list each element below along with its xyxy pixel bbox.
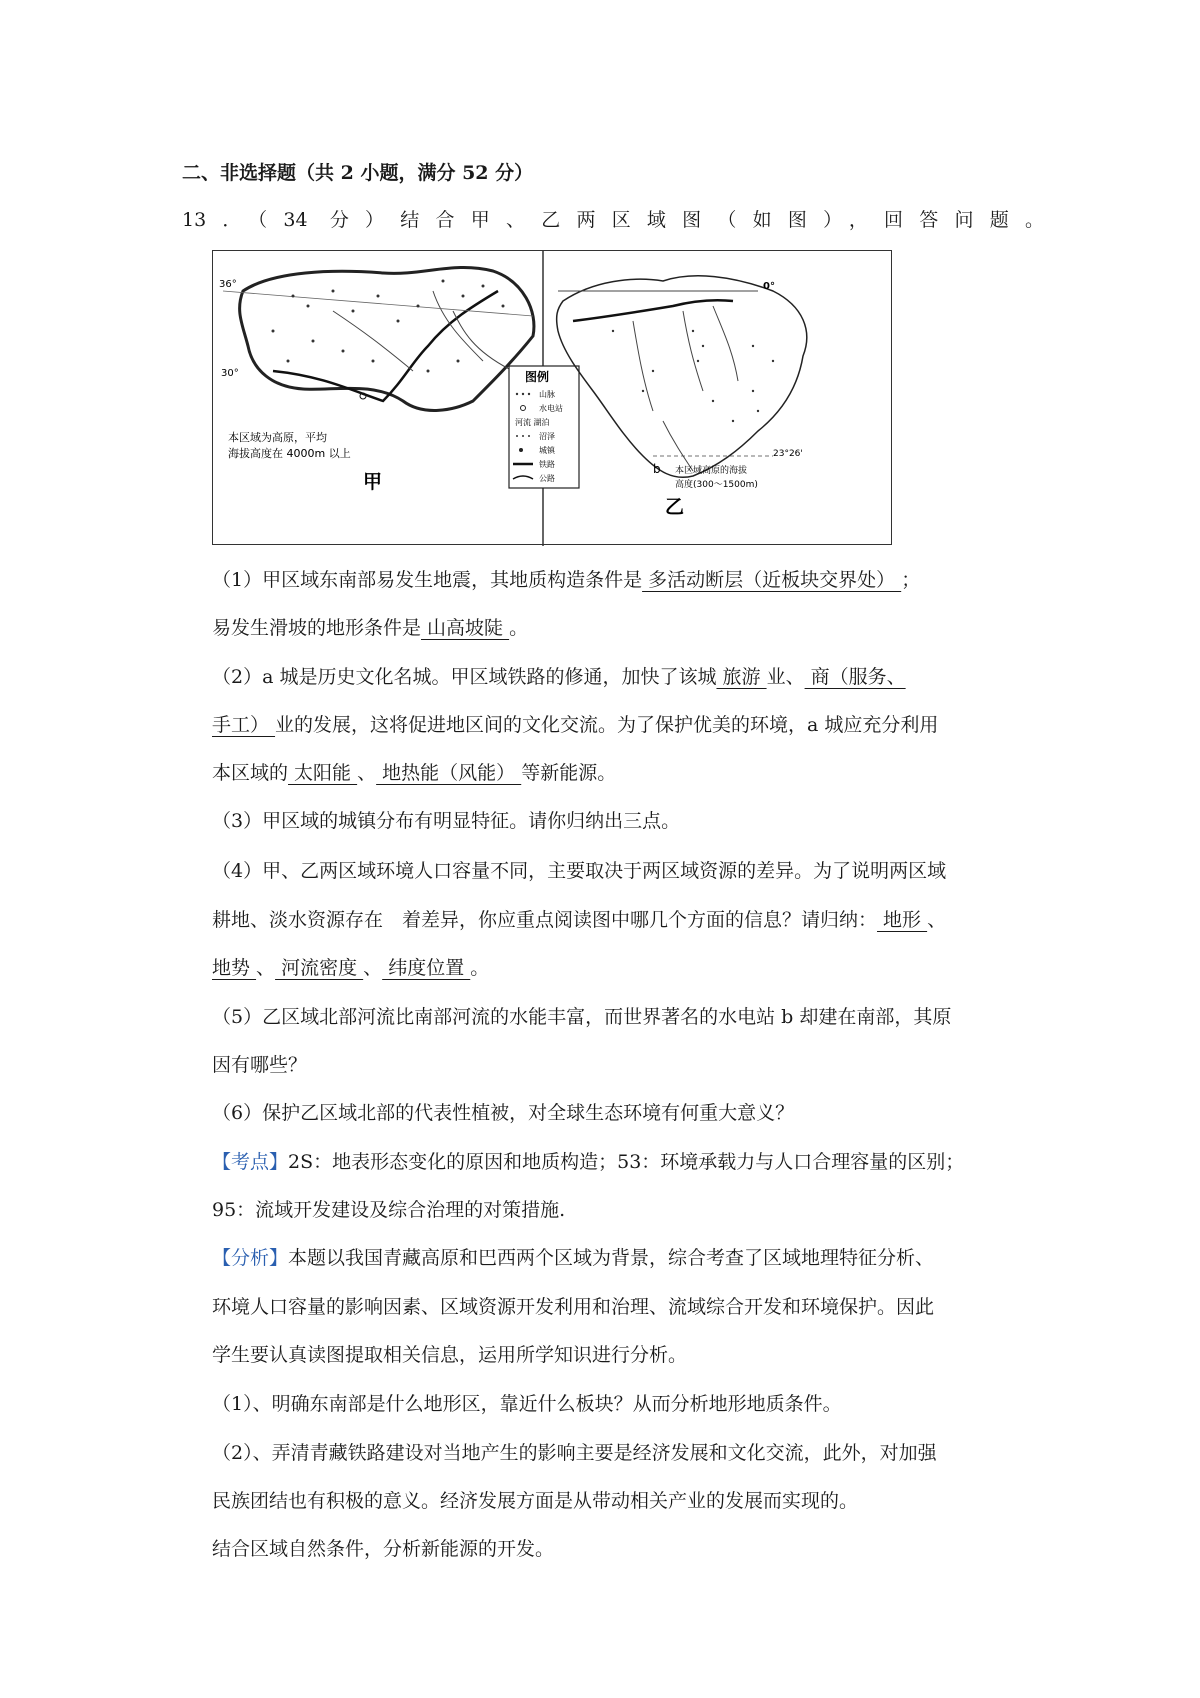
fenxi-line3: 学生要认真读图提取相关信息，运用所学知识进行分析。: [212, 1344, 688, 1366]
rivers-right: [633, 306, 738, 471]
question-1-line2: [212, 613, 528, 640]
question-1-line1: [212, 565, 920, 592]
marsh-dots-right: [612, 330, 774, 422]
analysis-3: 结合区域自然条件，分析新能源的开发。: [212, 1538, 555, 1560]
q2-answer-2: 商（服务、: [804, 666, 906, 688]
legend-item: 沼泽: [539, 432, 555, 441]
q1-text-c: 易发生滑坡的地形条件是: [212, 617, 422, 639]
right-note-line1: 本区域高原的海拔: [675, 466, 748, 476]
analysis-2-line2: 民族团结也有积极的意义。经济发展方面是从带动相关产业的发展而实现的。: [212, 1490, 859, 1512]
question-2-line2: [212, 710, 938, 737]
section-title: 二、非选择题（共 2 小题，满分 52 分）: [182, 162, 534, 184]
q2-text-b: 业、: [766, 666, 805, 688]
legend-item: 铁路: [539, 460, 555, 469]
left-map-label: 甲: [363, 471, 383, 493]
q2-text-c: 业的发展，这将促进地区间的文化交流。为了保护优美的环境，a 城应充分利用: [275, 714, 939, 736]
q4-text-c: 、: [927, 909, 947, 931]
q4-text-b: 耕地、淡水资源存在 着差异，你应重点阅读图中哪几个方面的信息？请归纳：: [212, 909, 878, 931]
fenxi-line2: 环境人口容量的影响因素、区域资源开发利用和治理、流域综合开发和环境保护。因此: [212, 1296, 935, 1318]
question-3: （3）甲区域的城镇分布有明显特征。请你归纳出三点。: [212, 810, 681, 832]
question-13-stem: 13．（34 分）结合甲、乙两区域图（如图），回答问题。: [182, 209, 1044, 231]
legend-item: 水电站: [539, 404, 563, 413]
question-4-line2: [212, 905, 946, 932]
question-5-line1: （5）乙区域北部河流比南部河流的水能丰富，而世界著名的水电站 b 却建在南部，其原: [212, 1006, 952, 1028]
q1-answer-1: 多活动断层（近板块交界处）: [642, 569, 902, 591]
q1-answer-2: 山高坡陡: [421, 617, 510, 639]
q4-text-d: 、: [256, 957, 276, 979]
plateau-outline: [240, 268, 534, 411]
right-note-line2: 高度(300～1500m): [675, 480, 758, 490]
question-6: （6）保护乙区域北部的代表性植被，对全球生态环境有何重大意义？: [212, 1102, 795, 1124]
q2-answer-3: 太阳能: [288, 762, 358, 784]
railway-line: [273, 291, 498, 401]
lat-0-label: 0°: [763, 281, 775, 292]
question-5-line2: 因有哪些？: [212, 1054, 308, 1076]
q2-answer-2b: 手工）: [212, 714, 276, 736]
question-4-line3: [212, 953, 489, 980]
tropic-label: 23°26': [773, 449, 803, 459]
brazil-outline: [557, 276, 807, 478]
question-4-line1: （4）甲、乙两区域环境人口容量不同，主要取决于两区域资源的差异。为了说明两区域: [212, 860, 947, 882]
q4-text-f: 。: [470, 957, 490, 979]
fenxi-tag: 【分析】: [212, 1247, 289, 1269]
q4-answer-2: 地势: [212, 957, 257, 979]
fenxi-line1: [212, 1243, 934, 1270]
q4-answer-3: 河流密度: [275, 957, 364, 979]
q4-answer-4: 纬度位置: [382, 957, 471, 979]
mountain-dots-left: [272, 280, 505, 373]
legend-item: 城镇: [539, 446, 555, 455]
legend-item: 河流 湖泊: [515, 418, 550, 427]
q2-text-e: 、: [357, 762, 377, 784]
q2-text-d: 本区域的: [212, 762, 289, 784]
analysis-2-line1: （2）、弄清青藏铁路建设对当地产生的影响主要是经济发展和文化交流，此外，对加强: [212, 1442, 937, 1464]
left-note-line2: 海拔高度在 4000m 以上: [228, 447, 351, 460]
q4-text-e: 、: [363, 957, 383, 979]
q2-text-a: （2）a 城是历史文化名城。甲区域铁路的修通，加快了该城: [212, 666, 717, 688]
legend-item: 山脉: [539, 390, 555, 399]
kaodian-line1: [212, 1147, 964, 1174]
fenxi-text-a: 本题以我国青藏高原和巴西两个区域为背景，综合考查了区域地理特征分析、: [288, 1247, 935, 1269]
maps-svg: [213, 251, 893, 546]
question-2-line1: [212, 662, 906, 689]
amazon-river: [573, 300, 733, 321]
rivers-left: [333, 291, 513, 371]
q2-answer-1: 旅游: [716, 666, 767, 688]
legend-item: 公路: [539, 474, 555, 483]
kaodian-tag: 【考点】: [212, 1151, 289, 1173]
legend-box: [509, 366, 579, 488]
right-map-label: 乙: [665, 496, 685, 518]
lat-36-label: 36°: [219, 279, 237, 290]
point-b-label: b: [653, 462, 661, 476]
left-note-line1: 本区域为高原，平均: [228, 431, 327, 444]
q1-text-b: ；: [901, 569, 921, 591]
kaodian-text-a: 2S：地表形态变化的原因和地质构造；53：环境承载力与人口合理容量的区别；: [288, 1151, 965, 1173]
question-2-line3: [212, 758, 616, 785]
q1-text-a: （1）甲区域东南部易发生地震，其地质构造条件是: [212, 569, 643, 591]
q4-answer-1: 地形: [877, 909, 928, 931]
q1-text-d: 。: [509, 617, 529, 639]
region-maps-figure: [212, 250, 892, 545]
legend-title: 图例: [525, 370, 550, 384]
q2-text-f: 等新能源。: [521, 762, 617, 784]
q2-answer-4: 地热能（风能）: [376, 762, 522, 784]
lat-30-label: 30°: [221, 368, 239, 379]
kaodian-line2: 95：流域开发建设及综合治理的对策措施.: [212, 1199, 566, 1221]
analysis-1: （1）、明确东南部是什么地形区，靠近什么板块？从而分析地形地质条件。: [212, 1393, 842, 1415]
